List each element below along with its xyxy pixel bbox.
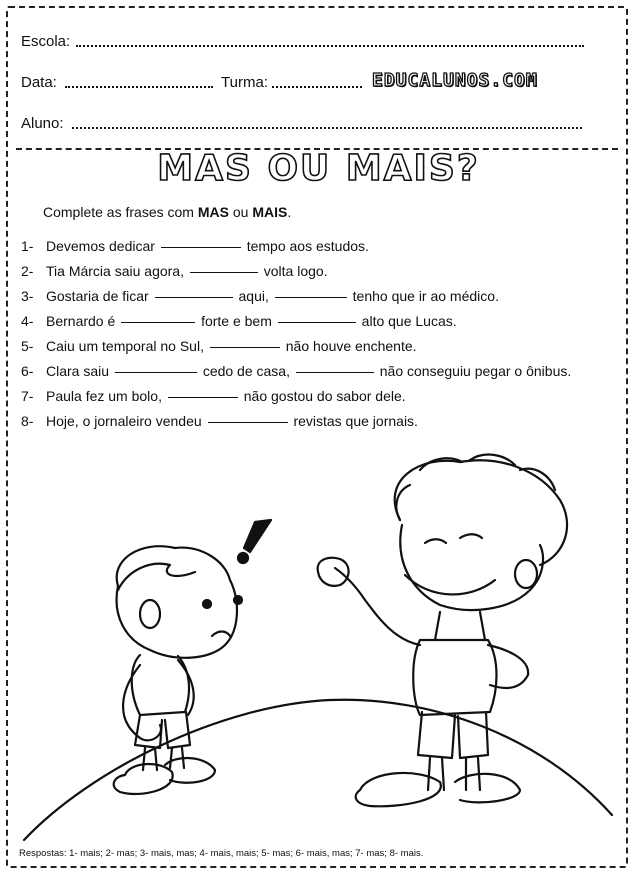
exercise-number: 4-	[21, 313, 34, 329]
exercise-number: 7-	[21, 388, 34, 404]
exercise-number: 6-	[21, 363, 34, 379]
exercise-number: 3-	[21, 288, 34, 304]
instruction-middle: ou	[228, 204, 253, 220]
exercise-text: Tia Márcia saiu agora,	[46, 263, 184, 279]
exercise-text: revistas que jornais.	[293, 413, 418, 429]
exercise-text: Devemos dedicar	[46, 238, 155, 254]
instruction-word-mais: MAIS	[252, 204, 288, 220]
small-boy-drawing	[114, 546, 242, 794]
exercise-text: não conseguiu pegar o ônibus.	[379, 363, 572, 379]
exercise-text: Clara saiu	[46, 363, 110, 379]
exercise-text: não houve enchente.	[285, 338, 417, 354]
exercise-text: não gostou do sabor dele.	[243, 388, 406, 404]
instruction-word-mas: MAS	[197, 204, 229, 220]
page-title: MAS OU MAIS?	[157, 148, 480, 189]
turma-label: Turma:	[221, 74, 268, 91]
exclamation-icon	[238, 520, 271, 563]
ground-hill-line	[24, 700, 612, 840]
exercise-text: Gostaria de ficar	[46, 288, 149, 304]
exercise-number: 1-	[21, 238, 34, 254]
exercise-text: alto que Lucas.	[361, 313, 457, 329]
exercise-number: 5-	[21, 338, 34, 354]
exercise-number: 8-	[21, 413, 34, 429]
exercise-text: tenho que ir ao médico.	[352, 288, 499, 304]
tall-boy-drawing	[318, 455, 567, 807]
answer-key: Respostas: 1- mais; 2- mas; 3- mais, mas; 4- mais, mais; 5- mas; 6- mais, mas; 7- mas; 8- mais.	[19, 848, 424, 859]
exercise-text: Caiu um temporal no Sul,	[46, 338, 204, 354]
data-label: Data:	[21, 74, 57, 91]
exercise-text: aqui,	[238, 288, 269, 304]
aluno-label: Aluno:	[21, 115, 64, 132]
exercise-text: Paula fez um bolo,	[46, 388, 162, 404]
exercise-number: 2-	[21, 263, 34, 279]
exercise-text: Hoje, o jornaleiro vendeu	[46, 413, 202, 429]
brand-logo: EDUCALUNOS.COM	[372, 70, 538, 91]
exercise-text: volta logo.	[263, 263, 328, 279]
instruction-prefix: Complete as frases com	[43, 204, 198, 220]
escola-label: Escola:	[21, 33, 71, 50]
instruction-suffix: .	[287, 204, 292, 220]
exercise-text: tempo aos estudos.	[246, 238, 369, 254]
exercise-text: Bernardo é	[46, 313, 116, 329]
exercise-text: cedo de casa,	[202, 363, 290, 379]
exercise-text: forte e bem	[201, 313, 272, 329]
